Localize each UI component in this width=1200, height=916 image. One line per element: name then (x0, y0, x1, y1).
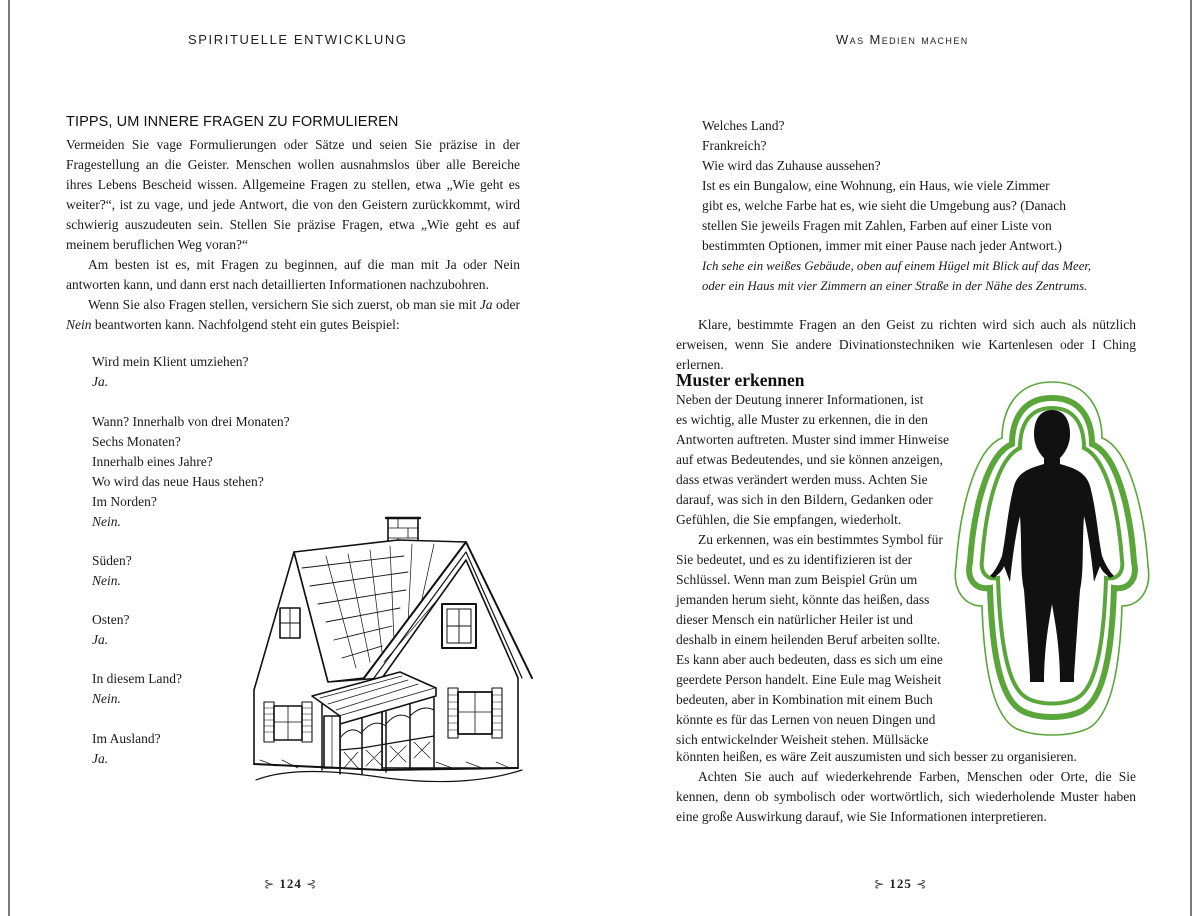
body-line: bedeuten, aber in Kombination mit einem Buch (676, 692, 933, 707)
house-illustration (236, 512, 536, 796)
dialogue-question: Innerhalb eines Jahre? (92, 454, 213, 469)
left-frame-line (8, 0, 10, 916)
dialogue-question: Im Ausland? (92, 731, 161, 746)
dialogue-group-4 (92, 610, 130, 650)
left-running-head: SPIRITUELLE ENTWICKLUNG (188, 32, 408, 47)
dialogue-question: Wo wird das neue Haus stehen? (92, 474, 264, 489)
dialogue-group-1 (92, 352, 249, 392)
dialogue-answer: Nein. (92, 573, 121, 588)
body-line: auf etwas Bedeutendes, und sie können anzeigen, (676, 452, 943, 467)
body-line: Antworten auftreten. Muster sind immer Hinweise (676, 432, 949, 447)
folio-ornament-right: ⊰ (306, 877, 318, 891)
question-line: gibt es, welche Farbe hat es, wie sieht die Umgebung aus? (Danach (702, 198, 1067, 213)
body-line: deshalb in einem heilenden Beruf arbeiten sollte. (676, 632, 941, 647)
dialogue-answer: Ja. (92, 751, 109, 766)
dialogue-question: Osten? (92, 612, 130, 627)
body-line: Sie bedeutet, und es zu identifizieren ist der (676, 552, 913, 567)
right-paragraph (676, 315, 1136, 375)
answer-line: Ich sehe ein weißes Gebäude, oben auf einem Hügel mit Blick auf das Meer, (702, 259, 1092, 273)
dialogue-answer: Ja. (92, 374, 109, 389)
body-line: Es kann aber auch bedeuten, dass es sich um eine (676, 652, 943, 667)
body-line: Neben der Deutung innerer Informationen, ist (676, 392, 924, 407)
muster-last-paragraph: Achten Sie auch auf wiederkehrende Farben, Menschen oder Orte, die Sie kennen, denn ob symbolisch oder wortwörtlich, sich wiederholende Muster haben eine große Auswirkung darauf, wie Sie Informationen interpretieren. (676, 769, 1136, 824)
body-line: könnten heißen, es wäre Zeit auszumisten und sich besser zu organisieren. (676, 749, 1077, 764)
dialogue-group-5 (92, 669, 182, 709)
dialogue-question: Sechs Monaten? (92, 434, 181, 449)
human-silhouette-aura-illustration (952, 376, 1152, 742)
question-line: Welches Land? (702, 118, 785, 133)
para3-ja: Ja (479, 297, 493, 312)
dialogue-answer: Ja. (92, 632, 109, 647)
dialogue-question: Süden? (92, 553, 132, 568)
body-line: Schlüssel. Wenn man zum Beispiel Grün um (676, 572, 918, 587)
question-line: bestimmten Optionen, immer mit einer Pause nach jeder Antwort.) (702, 238, 1062, 253)
body-line: darauf, was sich in den Bildern, Gedanken oder (676, 492, 933, 507)
body-line: Zu erkennen, was ein bestimmtes Symbol für (698, 532, 943, 547)
left-paragraph-2: Am besten ist es, mit Fragen zu beginnen, auf die man mit Ja oder Nein antworten kann, und dann erst nach detaillierten Informationen nachzubohren. (66, 257, 520, 292)
right-paragraph-text: Klare, bestimmte Fragen an den Geist zu richten wird sich auch als nützlich erweisen, wenn Sie andere Divinationstechniken wie Kartenlesen oder I Ching erlernen. (676, 317, 1136, 372)
body-line: jemanden herum sieht, könnte das heißen, dass (676, 592, 930, 607)
left-intro-text (66, 135, 520, 335)
right-frame-line (1190, 0, 1192, 916)
section-heading: Muster erkennen (676, 370, 805, 390)
dialogue-group-3 (92, 551, 132, 591)
left-page-number-value: 124 (279, 876, 302, 891)
question-line: Frankreich? (702, 138, 767, 153)
left-paragraph-1: Vermeiden Sie vage Formulierungen oder Sätze und seien Sie präzise in der Fragestellung an die Geister. Menschen wollen ausnahmslos über alle Bereiche ihres Lebens Bescheid wissen. Allgemeine Fragen zu stellen, etwa „Wie geht es weiter?“, ist zu vage, und jede Antwort, die von den Geistern zurückkommt, wird schwierig auszudeuten sein. Stellen Sie präzise Fragen, etwa „Wie geht es auf meinem beruflichen Weg voran?“ (66, 137, 520, 252)
folio-ornament-left: ⊱ (264, 877, 276, 891)
dialogue-answer: Nein. (92, 691, 121, 706)
left-page-number (264, 876, 317, 892)
muster-tail (676, 747, 1136, 827)
body-line: dieser Mensch ein natürlicher Heiler ist und (676, 612, 913, 627)
para3-before: Wenn Sie also Fragen stellen, versichern Sie sich zuerst, ob man sie mit (88, 297, 480, 312)
left-paragraph-3 (66, 295, 520, 335)
question-line: Ist es ein Bungalow, eine Wohnung, ein Haus, wie viele Zimmer (702, 178, 1050, 193)
dialogue-question: Wann? Innerhalb von drei Monaten? (92, 414, 290, 429)
muster-body (676, 390, 949, 750)
para3-nein: Nein (66, 317, 92, 332)
question-line: Wie wird das Zuhause aussehen? (702, 158, 881, 173)
dialogue-question: In diesem Land? (92, 671, 182, 686)
para3-mid: oder (492, 297, 520, 312)
tips-heading: TIPPS, UM INNERE FRAGEN ZU FORMULIEREN (66, 114, 399, 130)
body-line: Gefühlen, die Sie empfangen, wiederholt. (676, 512, 902, 527)
body-line: es wichtig, alle Muster zu erkennen, die in den (676, 412, 928, 427)
body-line: geerdete Person handelt. Eine Eule mag Weisheit (676, 672, 942, 687)
right-running-head: Was Medien machen (836, 32, 969, 47)
dialogue-answer: Nein. (92, 514, 121, 529)
folio-ornament-left: ⊱ (874, 877, 886, 891)
question-line: stellen Sie jeweils Fragen mit Zahlen, Farben auf einer Liste von (702, 218, 1052, 233)
right-page-number (874, 876, 927, 892)
dialogue-question: Im Norden? (92, 494, 157, 509)
body-line: dass etwas verändert werden muss. Achten Sie (676, 472, 928, 487)
body-line: könnte es für das Lernen von neuen Dingen und (676, 712, 936, 727)
right-page-number-value: 125 (889, 876, 912, 891)
dialogue-group-6 (92, 729, 161, 769)
para3-after: beantworten kann. Nachfolgend steht ein gutes Beispiel: (91, 317, 400, 332)
dialogue-question: Wird mein Klient umziehen? (92, 354, 249, 369)
right-questions (702, 116, 1122, 296)
body-line: sich entwickelnder Weisheit stehen. Müllsäcke (676, 732, 929, 747)
folio-ornament-right: ⊰ (916, 877, 928, 891)
answer-line: oder ein Haus mit vier Zimmern an einer Straße in der Nähe des Zentrums. (702, 279, 1088, 293)
